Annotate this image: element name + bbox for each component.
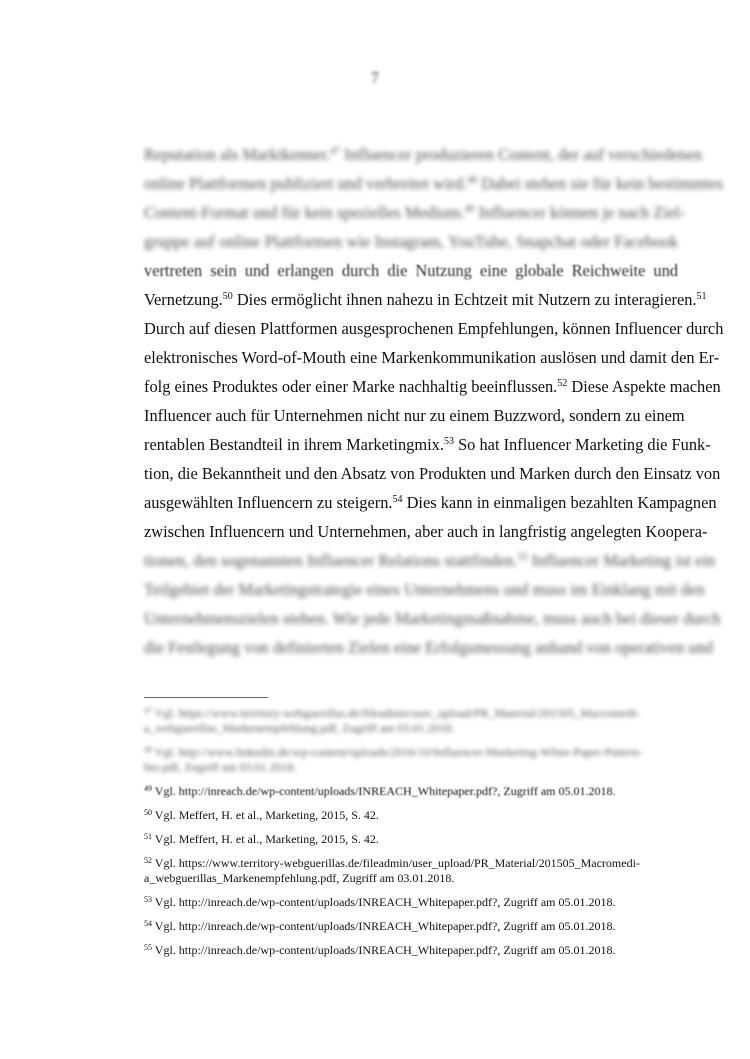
- footnote-reference: 48: [467, 175, 478, 186]
- footnote-reference: 51: [696, 291, 707, 302]
- footnote: [144, 832, 678, 847]
- body-line-text: Influencer können je nach Ziel-: [474, 203, 686, 222]
- body-line: [144, 546, 716, 575]
- body-line: [144, 256, 678, 285]
- body-line: [144, 575, 705, 604]
- body-line-text: Influencer auch für Unternehmen nicht nur zu einem Buzzword, sondern zu einem: [144, 406, 685, 425]
- footnote-line: [144, 943, 678, 958]
- footnote-line: [144, 871, 678, 886]
- body-line-text: Diese Aspekte machen: [567, 377, 721, 396]
- body-line-text: ausgewählten Influencern zu steigern.: [144, 493, 393, 512]
- footnote-text: Vgl. http://www.linkedin.de/wp-content/uploads/2016/10/Influencer-Marketing-White-Paper-Pattern-: [154, 745, 643, 759]
- body-line: [144, 227, 678, 256]
- footnote: [144, 808, 678, 823]
- footnote: [144, 745, 678, 775]
- body-line: [144, 285, 707, 314]
- footnote-text: Vgl. Meffert, H. et al., Marketing, 2015, S. 42.: [154, 808, 379, 822]
- body-line-text: folg eines Produktes oder einer Marke nachhaltig beeinflussen.: [144, 377, 558, 396]
- page-number: 7: [371, 70, 379, 87]
- footnote-text: Vgl. http://inreach.de/wp-content/uploads/INREACH_Whitepaper.pdf?, Zugriff am 05.01.2018.: [154, 919, 616, 933]
- footnote-text: Vgl. Meffert, H. et al., Marketing, 2015, S. 42.: [154, 832, 379, 846]
- body-line-text: Content-Format und für kein spezielles Medium.: [144, 203, 465, 222]
- body-line-text: zwischen Influencern und Unternehmen, aber auch in langfristig angelegten Koopera-: [144, 522, 708, 541]
- footnote-line: [144, 706, 678, 721]
- body-line-text: So hat Influencer Marketing die Funk-: [453, 435, 711, 454]
- body-line: [144, 488, 717, 517]
- footnote-line: [144, 721, 678, 736]
- body-line-text: gruppe auf online Plattformen wie Instagram, YouTube, Snapchat oder Facebook: [144, 232, 678, 251]
- body-line-text: tionen, den sogenannten Influencer Relations stattfinden.: [144, 551, 518, 570]
- footnote-text: Vgl. https://www.territory-webguerillas.de/fileadmin/user_upload/PR_Material/201505_Macromedi-: [154, 856, 640, 870]
- footnote-reference: 54: [392, 494, 403, 505]
- footnote-text: a_webguerillas_Markenempfehlung.pdf, Zugriff am 03.01.2018.: [144, 871, 455, 885]
- footnote-line: [144, 808, 678, 823]
- body-line: [144, 401, 685, 430]
- footnote: [144, 784, 678, 799]
- body-line: [144, 633, 713, 662]
- body-line: [144, 314, 724, 343]
- footnote-number: 50: [144, 808, 152, 817]
- body-line-text: Reputation als Marktkenner.: [144, 145, 331, 164]
- footnote-number: 53: [144, 895, 152, 904]
- footnote-reference: 52: [557, 378, 568, 389]
- footnote-line: [144, 895, 678, 910]
- footnote-line: [144, 856, 678, 871]
- body-line-text: Vernetzung.: [144, 290, 223, 309]
- footnotes: [144, 706, 678, 967]
- footnote-number: 54: [144, 919, 152, 928]
- footnote-text: Vgl. http://inreach.de/wp-content/uploads/INREACH_Whitepaper.pdf?, Zugriff am 05.01.2018.: [154, 895, 616, 909]
- body-line-text: die Festlegung von definierten Zielen eine Erfolgsmessung anhand von operativen und: [144, 638, 713, 657]
- footnote-separator: [144, 697, 268, 698]
- footnote-text: Vgl. http://inreach.de/wp-content/uploads/INREACH_Whitepaper.pdf?, Zugriff am 05.01.2018.: [154, 943, 616, 957]
- footnote-number: 52: [144, 856, 152, 865]
- body-line: [144, 140, 702, 169]
- body-line-text: rentablen Bestandteil in ihrem Marketingmix.: [144, 435, 444, 454]
- footnote-number: 49: [144, 784, 152, 793]
- body-line: [144, 604, 721, 633]
- body-line: [144, 343, 720, 372]
- footnote-reference: 53: [443, 436, 454, 447]
- body-line-text: online Plattformen publiziert und verbreitet wird.: [144, 174, 468, 193]
- body-line-text: tion, die Bekanntheit und den Absatz von Produkten und Marken durch den Einsatz von: [144, 464, 721, 483]
- footnote-line: [144, 832, 678, 847]
- footnote: [144, 895, 678, 910]
- body-line-text: Dies ermöglicht ihnen nahezu in Echtzeit mit Nutzern zu interagieren.: [232, 290, 697, 309]
- footnote-number: 55: [144, 943, 152, 952]
- body-line-text: Influencer produzieren Content, der auf verschiedenen: [340, 145, 702, 164]
- body-line: [144, 198, 686, 227]
- footnote-text: a_webguerillas_Markenempfehlung.pdf, Zugriff am 03.01.2018.: [144, 721, 455, 735]
- footnote: [144, 856, 678, 886]
- footnote-line: [144, 919, 678, 934]
- body-line-text: Teilgebiet der Marketingstrategie eines Unternehmens und muss im Einklang mit den: [144, 580, 705, 599]
- footnote-line: [144, 745, 678, 760]
- body-line-text: vertreten sein und erlangen durch die Nutzung eine globale Reichweite und: [144, 261, 678, 280]
- footnote-text: Vgl. https://www.territory-webguerillas.de/fileadmin/user_upload/PR_Material/201505_Macromedi-: [154, 706, 640, 720]
- footnote-reference: 50: [222, 291, 233, 302]
- footnote-line: [144, 784, 678, 799]
- footnote-reference: 49: [464, 204, 475, 215]
- footnote: [144, 706, 678, 736]
- footnote-reference: 55: [517, 552, 528, 563]
- footnote: [144, 943, 678, 958]
- body-line-text: Dies kann in einmaligen bezahlten Kampagnen: [402, 493, 717, 512]
- body-line-text: Unternehmenszielen stehen. Wie jede Marketingmaßnahme, muss auch bei dieser durch: [144, 609, 721, 628]
- body-line: [144, 372, 721, 401]
- body-line-text: Influencer Marketing ist ein: [527, 551, 716, 570]
- footnote-number: 51: [144, 832, 152, 841]
- footnote-text: bio.pdf, Zugriff am 03.01.2018.: [144, 760, 297, 774]
- body-line-text: Dabei stehen sie für kein bestimmtes: [477, 174, 723, 193]
- body-line-text: Durch auf diesen Plattformen ausgesprochenen Empfehlungen, können Influencer durch: [144, 319, 724, 338]
- footnote-line: [144, 760, 678, 775]
- footnote-reference: 47: [330, 146, 341, 157]
- body-line: [144, 517, 708, 546]
- footnote-text: Vgl. http://inreach.de/wp-content/uploads/INREACH_Whitepaper.pdf?, Zugriff am 05.01.2018.: [154, 784, 616, 798]
- body-line: [144, 459, 721, 488]
- footnote-number: 47: [144, 706, 152, 715]
- body-line: [144, 169, 723, 198]
- footnote: [144, 919, 678, 934]
- footnote-number: 48: [144, 745, 152, 754]
- body-paragraph: [144, 140, 724, 662]
- body-line-text: elektronisches Word-of-Mouth eine Markenkommunikation auslösen und damit den Er-: [144, 348, 720, 367]
- body-line: [144, 430, 711, 459]
